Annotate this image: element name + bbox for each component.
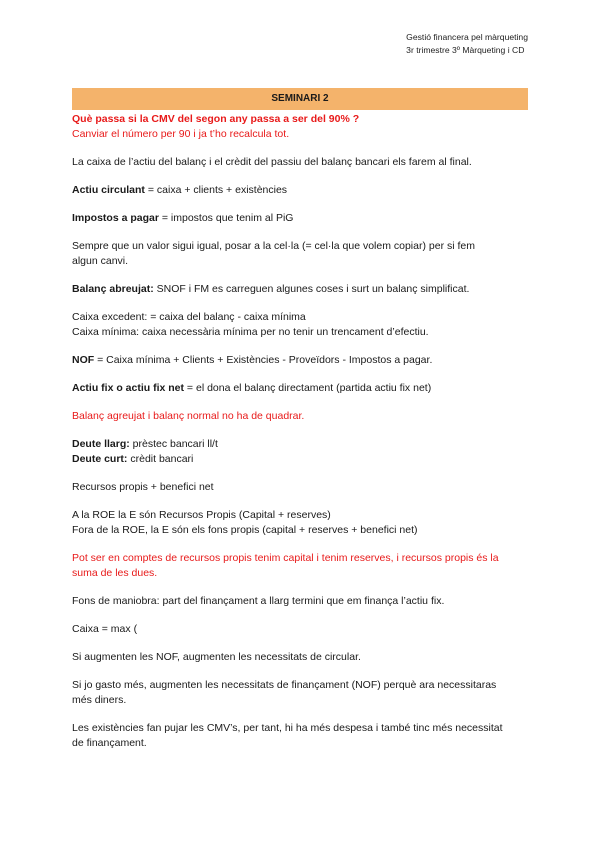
term: Actiu circulant: [72, 184, 145, 196]
definition-balanc: [72, 282, 532, 297]
paragraph-gasto-2: més diners.: [72, 694, 127, 706]
header-course: Gestió financera pel màrqueting: [406, 32, 528, 42]
caixa-minima: Caixa mínima: caixa necessària mínima per no tenir un trencament d’efectiu.: [72, 326, 429, 338]
section-banner: SEMINARI 2: [72, 88, 528, 110]
caixa-excedent: Caixa excedent: = caixa del balanç - caixa mínima: [72, 311, 306, 323]
definition-actiu-fix: [72, 381, 532, 396]
roe-line-2: Fora de la ROE, la E són els fons propis (capital + reserves + benefici net): [72, 524, 418, 536]
paragraph-sempre-2: algun canvi.: [72, 255, 129, 267]
definition: prèstec bancari ll/t: [129, 438, 218, 450]
definition: crèdit bancari: [127, 453, 194, 465]
paragraph-existencies-1: Les existències fan pujar les CMV’s, per tant, hi ha més despesa i també tinc més necessitat: [72, 722, 503, 734]
term: Deute llarg:: [72, 438, 130, 450]
term: Actiu fix o actiu fix net: [72, 382, 185, 394]
roe-line-1: A la ROE la E són Recursos Propis (Capital + reserves): [72, 509, 331, 521]
paragraph-gasto-1: Si jo gasto més, augmenten les necessitats de finançament (NOF) perquè ara necessitaras: [72, 679, 497, 691]
term: Impostos a pagar: [72, 212, 159, 224]
definition: = el dona el balanç directament (partida actiu fix net): [184, 382, 432, 394]
definition-deute-curt: [72, 452, 532, 467]
definition: = Caixa mínima + Clients + Existències - Proveïdors - Impostos a pagar.: [94, 354, 433, 366]
definition: = impostos que tenim al PiG: [158, 212, 294, 224]
definition: = caixa + clients + existències: [144, 184, 288, 196]
note-recursos-2: suma de les dues.: [72, 567, 158, 579]
paragraph-existencies-2: de finançament.: [72, 737, 147, 749]
paragraph-caixa-credit: La caixa de l’actiu del balanç i el crèdit del passiu del balanç bancari els farem al final.: [72, 156, 472, 168]
header-term: 3r trimestre 3º Màrqueting i CD: [406, 44, 525, 55]
definition-nof: [72, 353, 532, 368]
document-body: [72, 112, 532, 751]
answer: Canviar el número per 90 i ja t’ho recalcula tot.: [72, 128, 290, 140]
note-balanc: Balanç agreujat i balanç normal no ha de quadrar.: [72, 410, 305, 422]
definition: SNOF i FM es carreguen algunes coses i surt un balanç simplificat.: [153, 283, 470, 295]
question: Què passa si la CMV del segon any passa a ser del 90% ?: [72, 113, 360, 125]
term: NOF: [72, 354, 95, 366]
page-header: [406, 31, 528, 56]
fons-maniobra: Fons de maniobra: part del finançament a llarg termini que em finança l’actiu fix.: [72, 595, 445, 607]
definition-impostos: [72, 211, 532, 226]
paragraph-nof: Si augmenten les NOF, augmenten les necessitats de circular.: [72, 651, 361, 663]
term: Deute curt:: [72, 453, 128, 465]
note-recursos-1: Pot ser en comptes de recursos propis tenim capital i tenim reserves, i recursos propis és la: [72, 552, 499, 564]
definition-actiu-circulant: [72, 183, 532, 198]
recursos-propis: Recursos propis + benefici net: [72, 481, 214, 493]
term: Balanç abreujat:: [72, 283, 154, 295]
paragraph-sempre-1: Sempre que un valor sigui igual, posar a la cel·la (= cel·la que volem copiar) per si fem: [72, 240, 475, 252]
definition-deute-llarg: [72, 437, 532, 452]
caixa-max: Caixa = max (: [72, 623, 138, 635]
